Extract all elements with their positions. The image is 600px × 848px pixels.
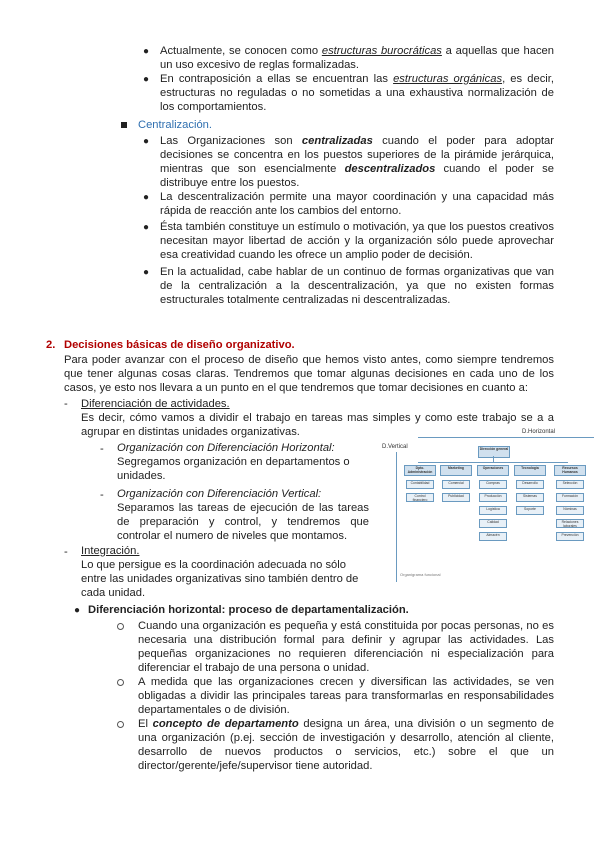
label-horizontal: D.Horizontal [522,429,556,435]
diagram-footnote: Organigrama funcional [400,572,441,577]
dash-bullet: - [64,398,68,410]
bullet-estructuras-burocraticas [160,44,554,72]
bullet-dot: ● [74,605,81,616]
box-sub: Sistemas [516,493,544,502]
section-title: Decisiones básicas de diseño organizativo. [64,339,295,351]
box-dept-4: Tecnología [514,465,546,476]
item-organizaciones-crecen: A medida que las organizaciones crecen y diversifican las actividades, se ven obligadas a dividir las principales tareas para transformarlas en responsabilidades departamentales o de división. [138,676,554,716]
text: , es decir, estructuras no reguladas o no sometidas a una exhaustiva normalización de los comportamientos. [160,73,554,113]
diferenciacion-text: Es decir, cómo vamos a dividir el trabajo en tareas mas simples y como este trabajo se a a agrupar en distintas unidades organizativas. [81,412,554,438]
box-sub: Control financiero [406,493,434,502]
item-organizacion-pequena: Cuando una organización es pequeña y está constituida por pocas personas, no es necesaria una distribución formal para definir y agrupar las actividades. Las pequeñas organizaciones no requieren diferenciación ni especialización para diferenciar el trabajo de una persona o unidad. [138,620,554,674]
circle-bullet [117,679,124,686]
dash-bullet: - [100,489,104,501]
text: cuando el poder se distribuye entre los puestos. [160,163,554,189]
bullet-estructuras-organicas [160,72,554,114]
text: designa un área, una división o un segmento de una organización (p.ej. sección de investigación y desarrollo, atención al cliente, desarrollo de nuevos productos o servicios, etc.) sobre el que un director/gerente/jefe/supervisor tiene autoridad. [138,718,554,772]
bullet-dot: ● [143,222,150,233]
centralizacion-heading: Centralización. [138,119,212,131]
bullet-centralizadas [160,134,554,190]
bullet-dot: ● [143,74,150,85]
box-sub: Contabilidad [406,480,434,489]
bullet-descentralizacion: La descentralización permite una mayor coordinación y una capacidad más rápida de reacción ante los cambios del entorno. [160,191,554,217]
sub-vertical-title: Organización con Diferenciación Vertical: [117,488,322,500]
text: Integración. [81,545,140,557]
bullet-continuo: En la actualidad, cabe hablar de un continuo de formas organizativas que van de la centralización a la descentralización, ya que no existen formas estructurales totalmente centralizadas ni descentralizadas. [160,266,554,306]
square-bullet [121,122,127,128]
box-sub: Nóminas [556,506,584,515]
text: Actualmente, se conocen como [160,45,322,57]
term-centralizadas: centralizadas [301,135,373,147]
sub-horizontal-text: Segregamos organización en departamentos o unidades. [117,456,350,482]
box-sub: Comercial [442,480,470,489]
text: Las Organizaciones son [160,135,302,147]
term-organicas: estructuras orgánicas [393,73,503,85]
box-dept-1: Dpto. Administración [404,465,436,476]
text: Lo que persigue es la coordinación adecuada no sólo entre las unidades organizativas sino también dentro de cada unidad. [81,559,359,599]
box-sub: Logística [479,506,507,515]
bullet-dot: ● [143,46,150,57]
text: En contraposición a ellas se encuentran las [160,73,394,85]
integracion-text [81,558,371,600]
org-chart-diagram [382,428,598,588]
arrow-horizontal [418,437,594,438]
box-dept-2: Marketing [440,465,472,476]
text: El [138,718,153,730]
term-descentralizados: descentralizados [344,163,436,175]
text: Diferenciación de actividades. [81,398,230,410]
term-burocraticas: estructuras burocráticas [321,45,442,57]
text: cuando el poder para adoptar decisiones se concentra en los puestos superiores de la pirámide jerárquica, mientras que son esencialmente [160,135,555,175]
box-sub: Almacén [479,532,507,541]
diferenciacion-heading [81,397,230,411]
box-sub: Desarrollo [516,480,544,489]
dash-bullet: - [100,443,104,455]
box-dept-5: Recursos Humanos [554,465,586,476]
term-departamento: concepto de departamento [152,718,299,730]
box-sub: Soporte [516,506,544,515]
box-sub: Relaciones laborales [556,519,584,528]
integracion-heading [81,544,139,558]
item-concepto-departamento [138,717,554,773]
bullet-dot: ● [143,192,150,203]
box-sub: Calidad [479,519,507,528]
box-sub: Producción [479,493,507,502]
section-number: 2. [46,339,56,351]
bullet-estimulo: Ésta también constituye un estímulo o motivación, ya que los puestos creativos necesitan mayor libertad de acción y la organización sólo puede aprovechar esa creatividad cuando les ofrece un amplio poder de decisión. [160,221,554,261]
box-top: Dirección general [478,446,510,458]
box-sub: Selección [556,480,584,489]
sub-vertical-text: Separamos las tareas de ejecución de las tareas de preparación y control, y tendremos que controlar el numero de niveles que montamos. [117,502,369,542]
bullet-dot: ● [143,267,150,278]
box-sub: Compras [479,480,507,489]
box-sub: Formación [556,493,584,502]
circle-bullet [117,721,124,728]
connector [418,462,568,463]
departamentalizacion-heading: Diferenciación horizontal: proceso de departamentalización. [88,604,409,616]
circle-bullet [117,623,124,630]
label-vertical: D.Vertical [382,444,408,450]
arrow-vertical [396,452,397,582]
dash-bullet: - [64,546,68,558]
sub-vertical [117,487,369,543]
section-intro: Para poder avanzar con el proceso de diseño que hemos visto antes, como siempre tendremos que tener algunas cosas claras. Tendremos que tomar algunas decisiones en cada uno de los casos, ye esto nos llevara a un punto en el que tendremos que tomar decisiones en cuanto a: [64,354,554,394]
sub-horizontal [117,441,369,483]
box-sub: Prevención [556,532,584,541]
box-dept-3: Operaciones [477,465,509,476]
bullet-dot: ● [143,136,150,147]
box-sub: Publicidad [442,493,470,502]
text: a aquellas que hacen un uso excesivo de reglas formalizadas. [160,45,554,71]
sub-horizontal-title: Organización con Diferenciación Horizontal: [117,442,335,454]
